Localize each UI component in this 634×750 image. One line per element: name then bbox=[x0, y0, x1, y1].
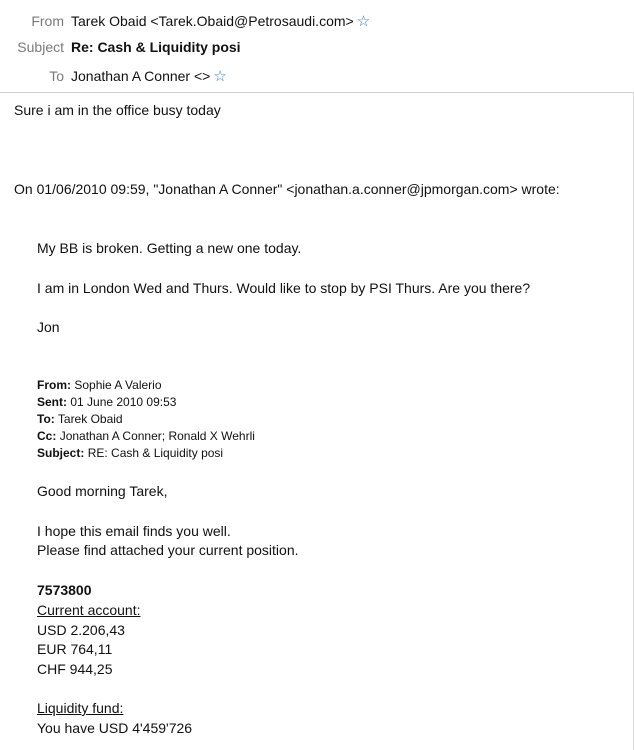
message-header bbox=[0, 0, 634, 93]
original-sent-value: 01 June 2010 09:53 bbox=[70, 395, 177, 409]
quoted-line-1: My BB is broken. Getting a new one today. bbox=[37, 240, 302, 256]
original-cc-label: Cc: bbox=[37, 429, 57, 443]
original-to-row bbox=[37, 411, 123, 428]
from-address[interactable]: Tarek Obaid <Tarek.Obaid@Petrosaudi.com> bbox=[71, 13, 354, 29]
account-number: 7573800 bbox=[37, 582, 92, 598]
to-star-icon[interactable]: ☆ bbox=[213, 68, 227, 85]
from-label: From bbox=[31, 13, 64, 29]
to-value[interactable] bbox=[71, 66, 227, 87]
liquidity-fund-label: Liquidity fund: bbox=[37, 700, 124, 716]
original-line-1: I hope this email finds you well. bbox=[37, 523, 231, 539]
original-subject-row bbox=[37, 445, 223, 462]
original-sent-label: Sent: bbox=[37, 395, 67, 409]
to-label: To bbox=[49, 68, 64, 84]
original-from-label: From: bbox=[37, 378, 71, 392]
from-value[interactable] bbox=[71, 11, 370, 32]
original-subject-value: RE: Cash & Liquidity posi bbox=[87, 446, 224, 460]
subject-label: Subject bbox=[17, 39, 64, 55]
original-from-value: Sophie A Valerio bbox=[74, 378, 162, 392]
from-star-icon[interactable]: ☆ bbox=[356, 13, 371, 30]
liquidity-fund-value: You have USD 4'459'726 bbox=[37, 720, 193, 736]
original-to-label: To: bbox=[37, 412, 55, 426]
original-line-2: Please find attached your current position. bbox=[37, 542, 299, 558]
greeting: Good morning Tarek, bbox=[37, 483, 168, 499]
reply-line: Sure i am in the office busy today bbox=[14, 102, 221, 118]
balance-eur: EUR 764,11 bbox=[37, 641, 113, 657]
quote-intro: On 01/06/2010 09:59, "Jonathan A Conner" <jonathan.a.conner@jpmorgan.com> wrote: bbox=[14, 181, 560, 197]
original-subject-label: Subject: bbox=[37, 446, 85, 460]
quoted-signoff: Jon bbox=[37, 319, 60, 335]
to-address[interactable]: Jonathan A Conner <> bbox=[71, 68, 211, 84]
original-cc-value: Jonathan A Conner; Ronald X Wehrli bbox=[59, 429, 255, 443]
quoted-line-2: I am in London Wed and Thurs. Would like to stop by PSI Thurs. Are you there? bbox=[37, 280, 531, 296]
original-to-value: Tarek Obaid bbox=[57, 412, 123, 426]
current-account-label: Current account: bbox=[37, 602, 141, 618]
subject-value: Re: Cash & Liquidity posi bbox=[71, 39, 241, 55]
balance-usd: USD 2.206,43 bbox=[37, 622, 125, 638]
original-sent-row bbox=[37, 394, 176, 411]
original-cc-row bbox=[37, 428, 255, 445]
balance-chf: CHF 944,25 bbox=[37, 661, 113, 677]
original-from-row bbox=[37, 377, 162, 394]
